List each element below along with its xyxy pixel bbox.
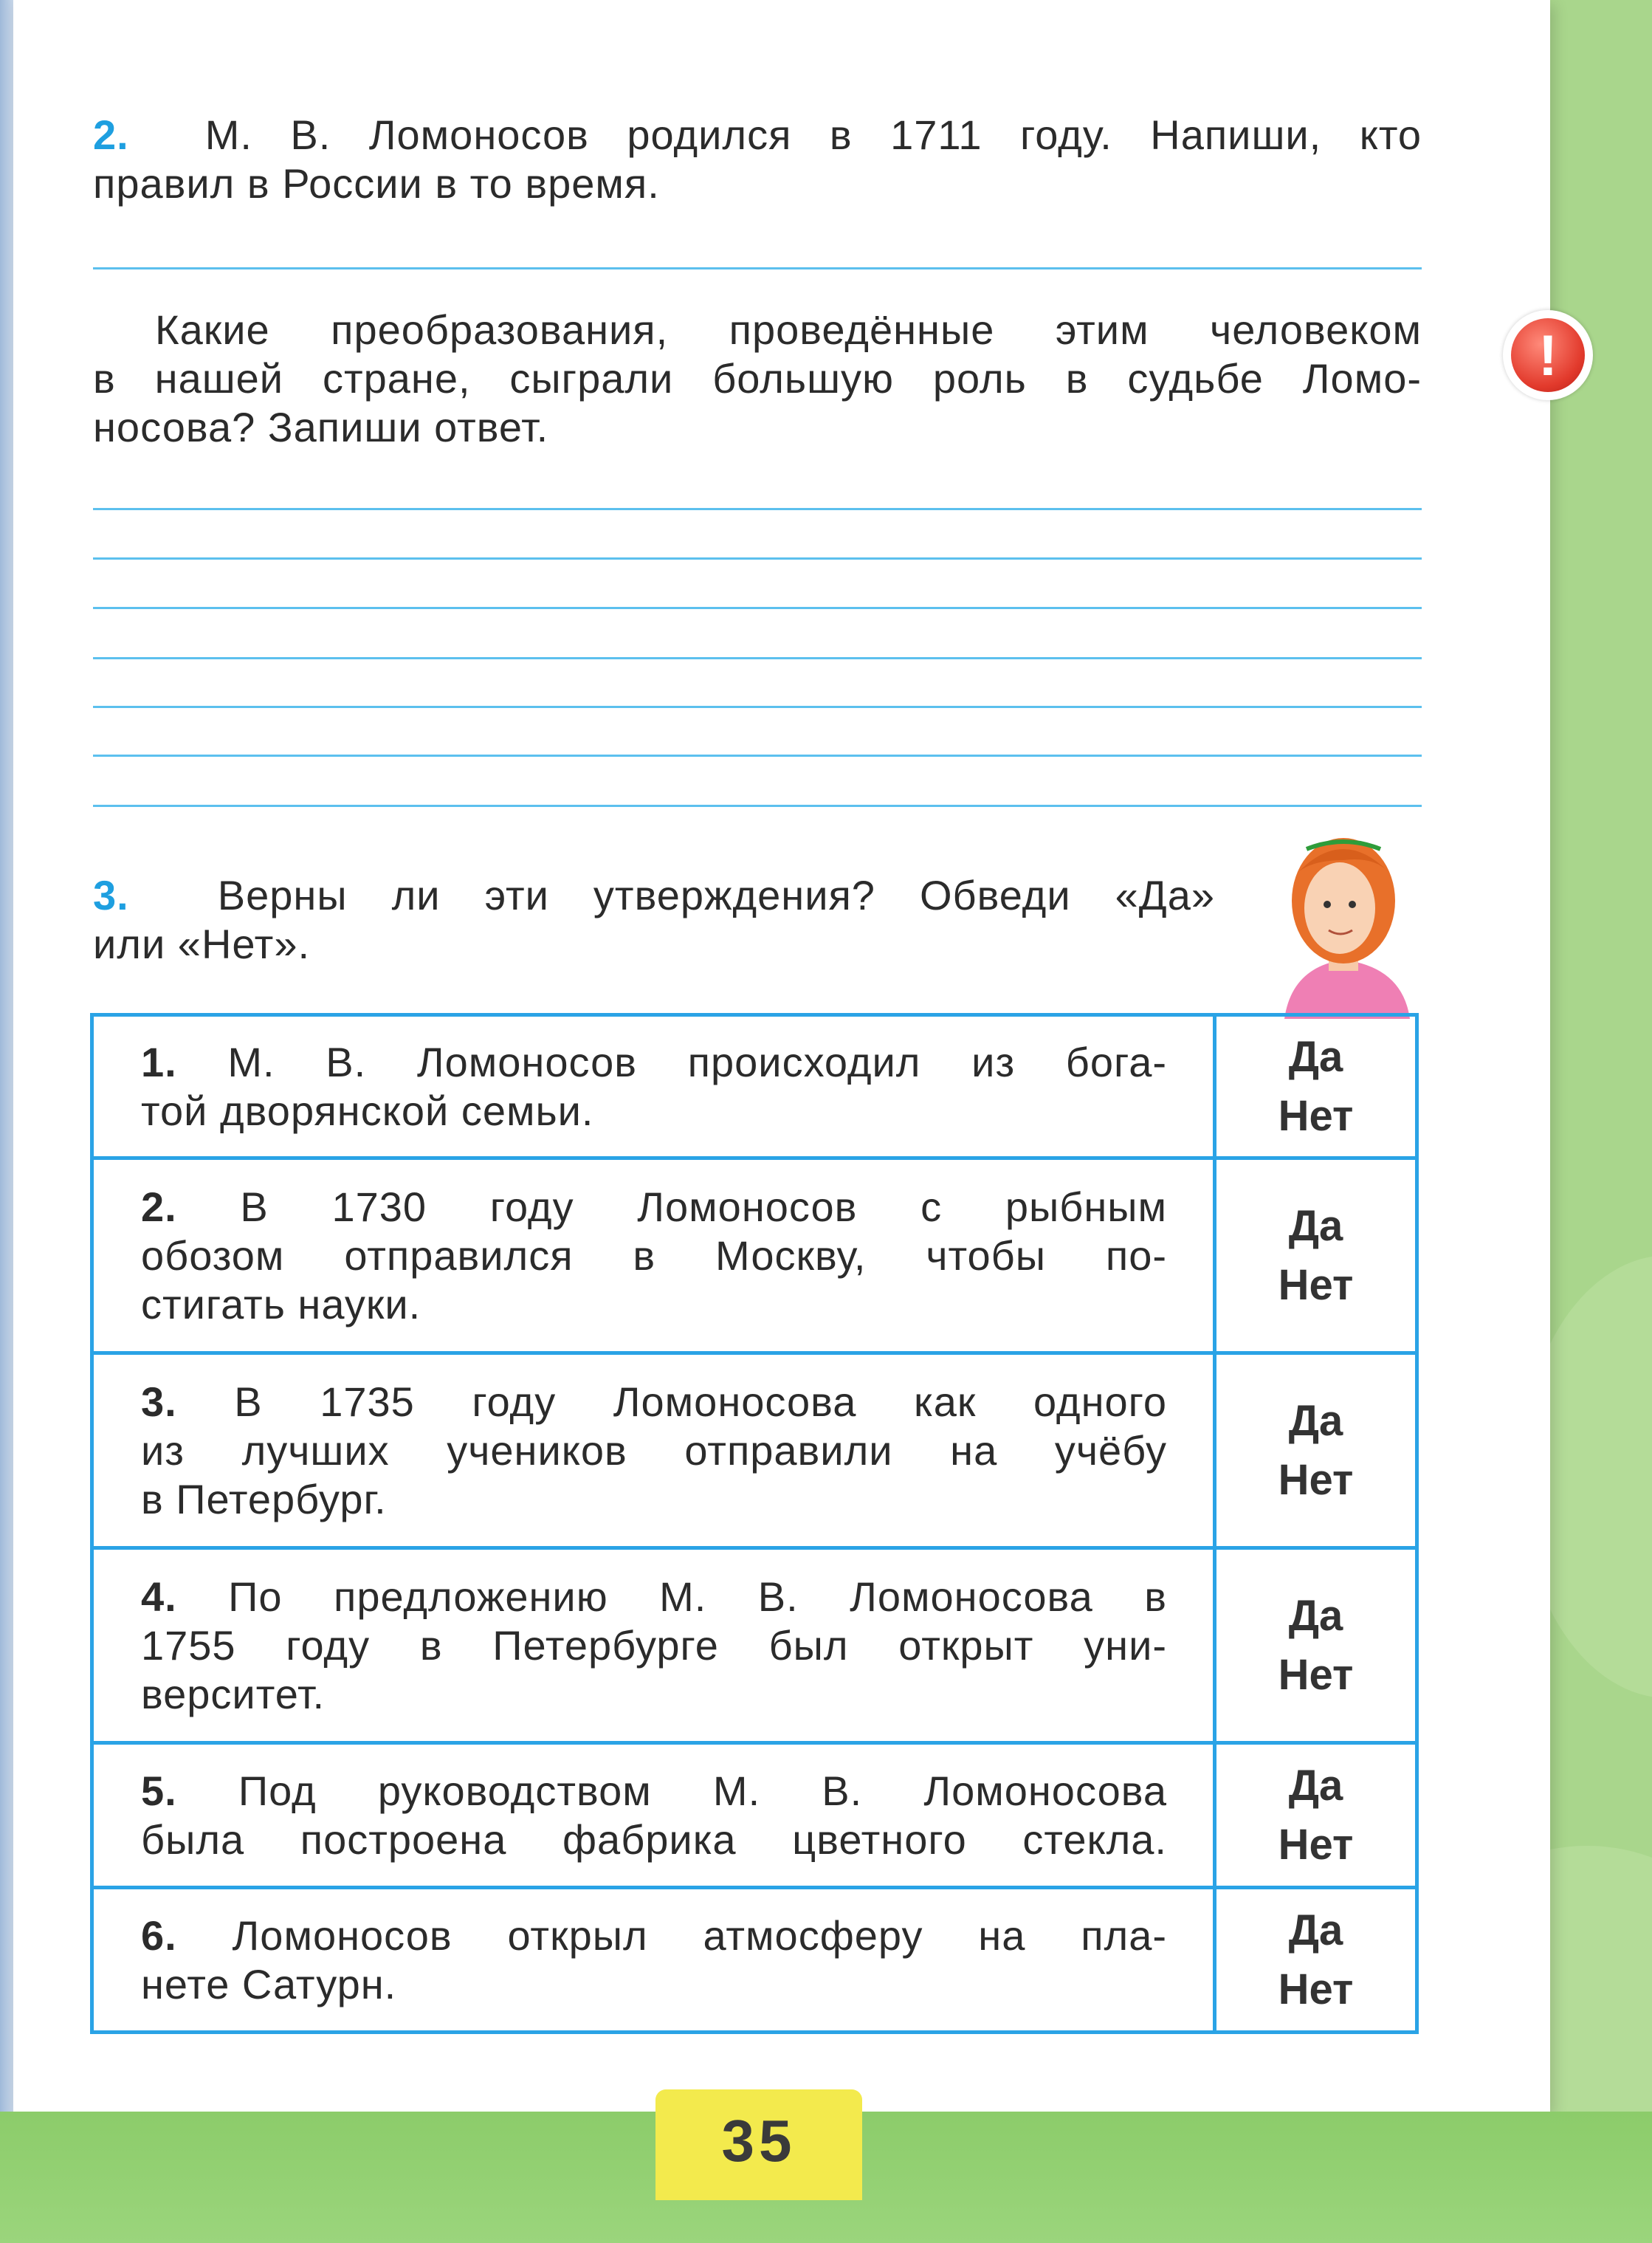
task2-q-line1: Какие преобразования, проведённые этим человеком: [155, 306, 1422, 353]
statement-number: 4.: [141, 1573, 177, 1620]
table-row: [92, 1353, 1417, 1548]
no-option[interactable]: Нет: [1278, 1820, 1354, 1869]
no-option[interactable]: Нет: [1278, 1260, 1354, 1309]
table-row: [92, 1743, 1417, 1888]
statement-number: 1.: [141, 1038, 177, 1085]
statements-table: [90, 1013, 1419, 2034]
statement-line: была построена фабрика цветного стекла.: [141, 1816, 1167, 1863]
statement-text: [92, 1548, 1215, 1743]
answer-line[interactable]: [93, 706, 1422, 708]
answer-line[interactable]: [93, 657, 1422, 659]
statement-line: из лучших учеников отправили на учёбу: [141, 1426, 1167, 1474]
answer-line[interactable]: [93, 805, 1422, 807]
table-row: [92, 1888, 1417, 2033]
statement-line: В 1730 году Ломоносов с рыбным: [240, 1183, 1167, 1230]
task2-q-line3: носова? Запиши ответ.: [93, 404, 549, 450]
page-number-tab: [655, 2089, 862, 2200]
statement-line: нете Сатурн.: [141, 1960, 397, 2007]
task2-prompt: [93, 111, 1422, 208]
table-row: [92, 1548, 1417, 1743]
statement-text: [92, 1743, 1215, 1888]
task2-q-line2: в нашей стране, сыграли большую роль в судьбе Ломо-: [93, 355, 1422, 402]
answer-line[interactable]: [93, 557, 1422, 560]
yes-option[interactable]: Да: [1288, 1396, 1343, 1445]
statement-number: 6.: [141, 1911, 177, 1959]
statement-line: 1755 году в Петербурге был открыт уни-: [141, 1621, 1167, 1669]
girl-illustration: [1255, 820, 1432, 1019]
answer-cell: [1215, 1743, 1417, 1888]
statement-text: [92, 1015, 1215, 1158]
answer-line[interactable]: [93, 267, 1422, 269]
answer-cell: [1215, 1888, 1417, 2033]
task3-prompt: [93, 871, 1215, 969]
yes-option[interactable]: Да: [1288, 1761, 1343, 1810]
answer-cell: [1215, 1353, 1417, 1548]
yes-option[interactable]: Да: [1288, 1032, 1343, 1081]
statement-text: [92, 1353, 1215, 1548]
answer-cell: [1215, 1158, 1417, 1353]
statement-line: М. В. Ломоносов происходил из бога-: [227, 1038, 1167, 1085]
answer-cell: [1215, 1015, 1417, 1158]
no-option[interactable]: Нет: [1278, 1965, 1354, 2013]
yes-option[interactable]: Да: [1288, 1906, 1343, 1954]
statement-line: По предложению М. В. Ломоносова в: [228, 1573, 1167, 1620]
statement-number: 2.: [141, 1183, 177, 1230]
page-left-edge: [0, 0, 13, 2243]
statement-line: той дворянской семьи.: [141, 1087, 594, 1134]
statement-line: обозом отправился в Москву, чтобы по-: [141, 1232, 1167, 1279]
statement-line: верситет.: [141, 1670, 325, 1717]
task3-line2: или «Нет».: [93, 921, 311, 967]
table-row: [92, 1158, 1417, 1353]
exclamation-icon: !: [1511, 318, 1585, 392]
no-option[interactable]: Нет: [1278, 1650, 1354, 1699]
statement-number: 5.: [141, 1767, 177, 1814]
no-option[interactable]: Нет: [1278, 1091, 1354, 1140]
answer-line[interactable]: [93, 508, 1422, 510]
answer-cell: [1215, 1548, 1417, 1743]
table-row: [92, 1015, 1417, 1158]
statement-line: в Петербург.: [141, 1475, 387, 1522]
statement-number: 3.: [141, 1378, 177, 1425]
page-number: 35: [721, 2108, 796, 2174]
important-icon: [1503, 310, 1593, 400]
statement-line: стигать науки.: [141, 1280, 421, 1327]
statement-line: В 1735 году Ломоносова как одного: [234, 1378, 1167, 1425]
task3-number: 3.: [93, 872, 129, 918]
answer-line[interactable]: [93, 607, 1422, 609]
statement-line: Под руководством М. В. Ломоносова: [238, 1767, 1167, 1814]
task2-line2: правил в России в то время.: [93, 160, 660, 207]
statement-line: Ломоносов открыл атмосферу на пла-: [232, 1911, 1167, 1959]
task3-line1: Верны ли эти утверждения? Обведи «Да»: [217, 872, 1215, 918]
task2-number: 2.: [93, 111, 129, 158]
task2-line1: М. В. Ломоносов родился в 1711 году. Напиши, кто: [204, 111, 1422, 158]
yes-option[interactable]: Да: [1288, 1591, 1343, 1640]
statement-text: [92, 1888, 1215, 2033]
yes-option[interactable]: Да: [1288, 1201, 1343, 1250]
no-option[interactable]: Нет: [1278, 1455, 1354, 1504]
statement-text: [92, 1158, 1215, 1353]
answer-line[interactable]: [93, 755, 1422, 757]
task2-question: [93, 306, 1422, 452]
